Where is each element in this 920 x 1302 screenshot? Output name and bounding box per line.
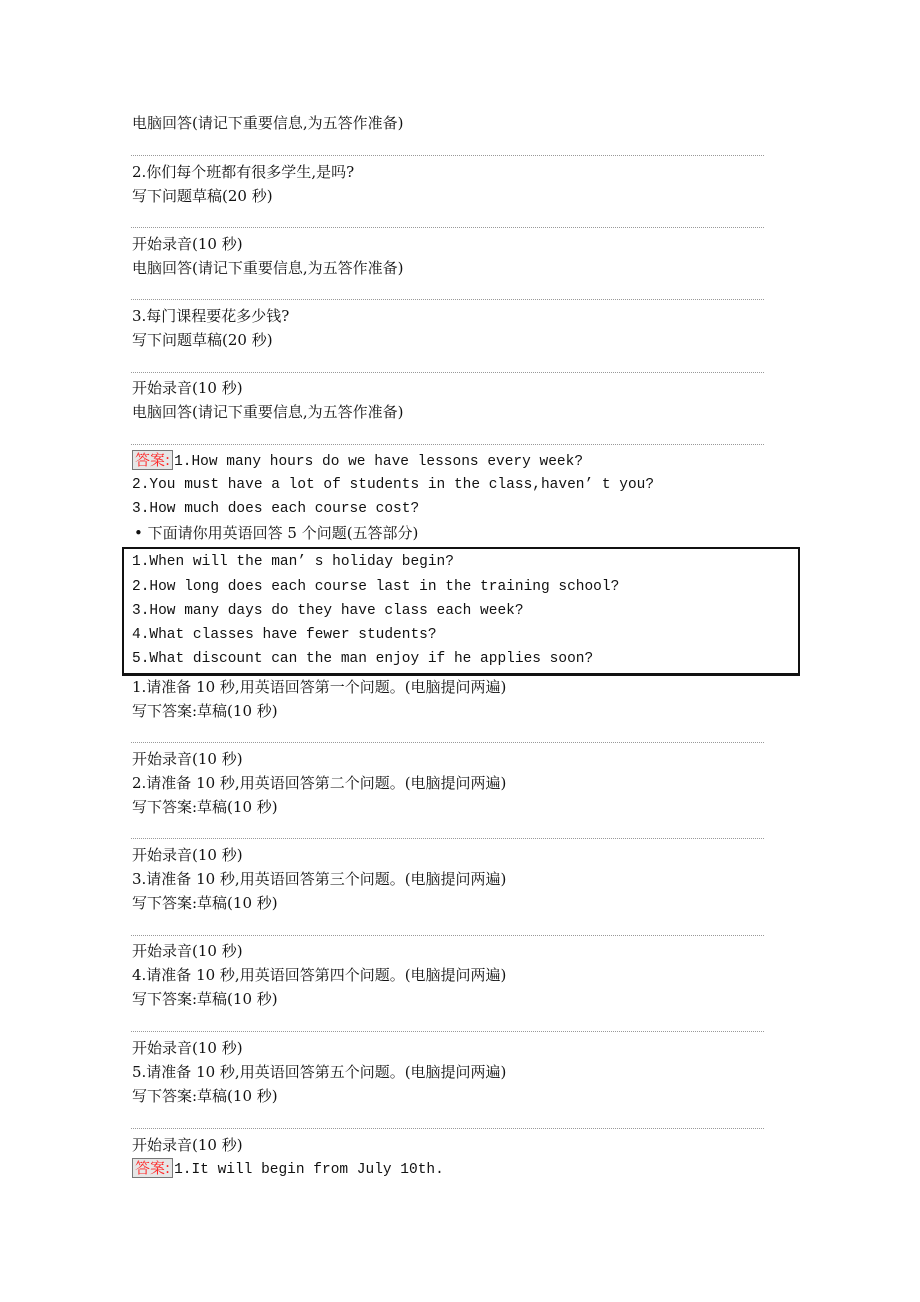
answer-line [132, 450, 583, 472]
prompt-line: 4.请准备 10 秒,用英语回答第四个问题。(电脑提问两遍) [132, 966, 507, 984]
divider [131, 838, 764, 839]
answer-text: 1.It will begin from July 10th. [174, 1162, 444, 1178]
text-line: 开始录音(10 秒) [132, 379, 243, 397]
divider [131, 1128, 764, 1129]
text-line: 写下答案:草稿(10 秒) [132, 798, 278, 816]
answer-badge: 答案: [132, 1158, 173, 1178]
text-line: 写下答案:草稿(10 秒) [132, 894, 278, 912]
text-line: 开始录音(10 秒) [132, 1136, 243, 1154]
text-line: 写下答案:草稿(10 秒) [132, 1087, 278, 1105]
answer-text: 1.How many hours do we have lessons every week? [174, 454, 584, 470]
text-line: 写下问题草稿(20 秒) [132, 187, 273, 205]
divider [131, 742, 764, 743]
text-line: 电脑回答(请记下重要信息,为五答作准备) [132, 403, 404, 421]
divider [131, 227, 764, 228]
question-line: 2.你们每个班都有很多学生,是吗? [132, 163, 355, 181]
text-line: 开始录音(10 秒) [132, 942, 243, 960]
text-line: 写下答案:草稿(10 秒) [132, 702, 278, 720]
box-question: 4.What classes have fewer students? [132, 627, 437, 643]
text-line: 电脑回答(请记下重要信息,为五答作准备) [132, 114, 404, 132]
text-line: 写下问题草稿(20 秒) [132, 331, 273, 349]
answer-line [132, 1158, 444, 1180]
box-question: 3.How many days do they have class each week? [132, 603, 524, 619]
text-line: 开始录音(10 秒) [132, 750, 243, 768]
divider [131, 299, 764, 300]
question-line: 3.每门课程要花多少钱? [132, 307, 290, 325]
divider [131, 935, 764, 936]
divider [131, 372, 764, 373]
answer-badge: 答案: [132, 450, 173, 470]
text-line: 开始录音(10 秒) [132, 846, 243, 864]
text-line: 开始录音(10 秒) [132, 1039, 243, 1057]
answer-line: 3.How much does each course cost? [132, 501, 420, 517]
divider [131, 444, 764, 445]
prompt-line: 5.请准备 10 秒,用英语回答第五个问题。(电脑提问两遍) [132, 1063, 507, 1081]
text-line: 写下答案:草稿(10 秒) [132, 990, 278, 1008]
text-line: 电脑回答(请记下重要信息,为五答作准备) [132, 259, 404, 277]
answer-line: 2.You must have a lot of students in the class,haven’ t you? [132, 477, 655, 493]
prompt-line: 2.请准备 10 秒,用英语回答第二个问题。(电脑提问两遍) [132, 774, 507, 792]
divider [131, 1031, 764, 1032]
box-question: 5.What discount can the man enjoy if he applies soon? [132, 651, 594, 667]
box-question: 1.When will the man’ s holiday begin? [132, 554, 454, 570]
text-line: 开始录音(10 秒) [132, 235, 243, 253]
prompt-line: 1.请准备 10 秒,用英语回答第一个问题。(电脑提问两遍) [132, 678, 507, 696]
prompt-line: 3.请准备 10 秒,用英语回答第三个问题。(电脑提问两遍) [132, 870, 507, 888]
section-heading: • 下面请你用英语回答 5 个问题(五答部分) [134, 524, 419, 542]
box-question: 2.How long does each course last in the training school? [132, 579, 620, 595]
divider [131, 155, 764, 156]
